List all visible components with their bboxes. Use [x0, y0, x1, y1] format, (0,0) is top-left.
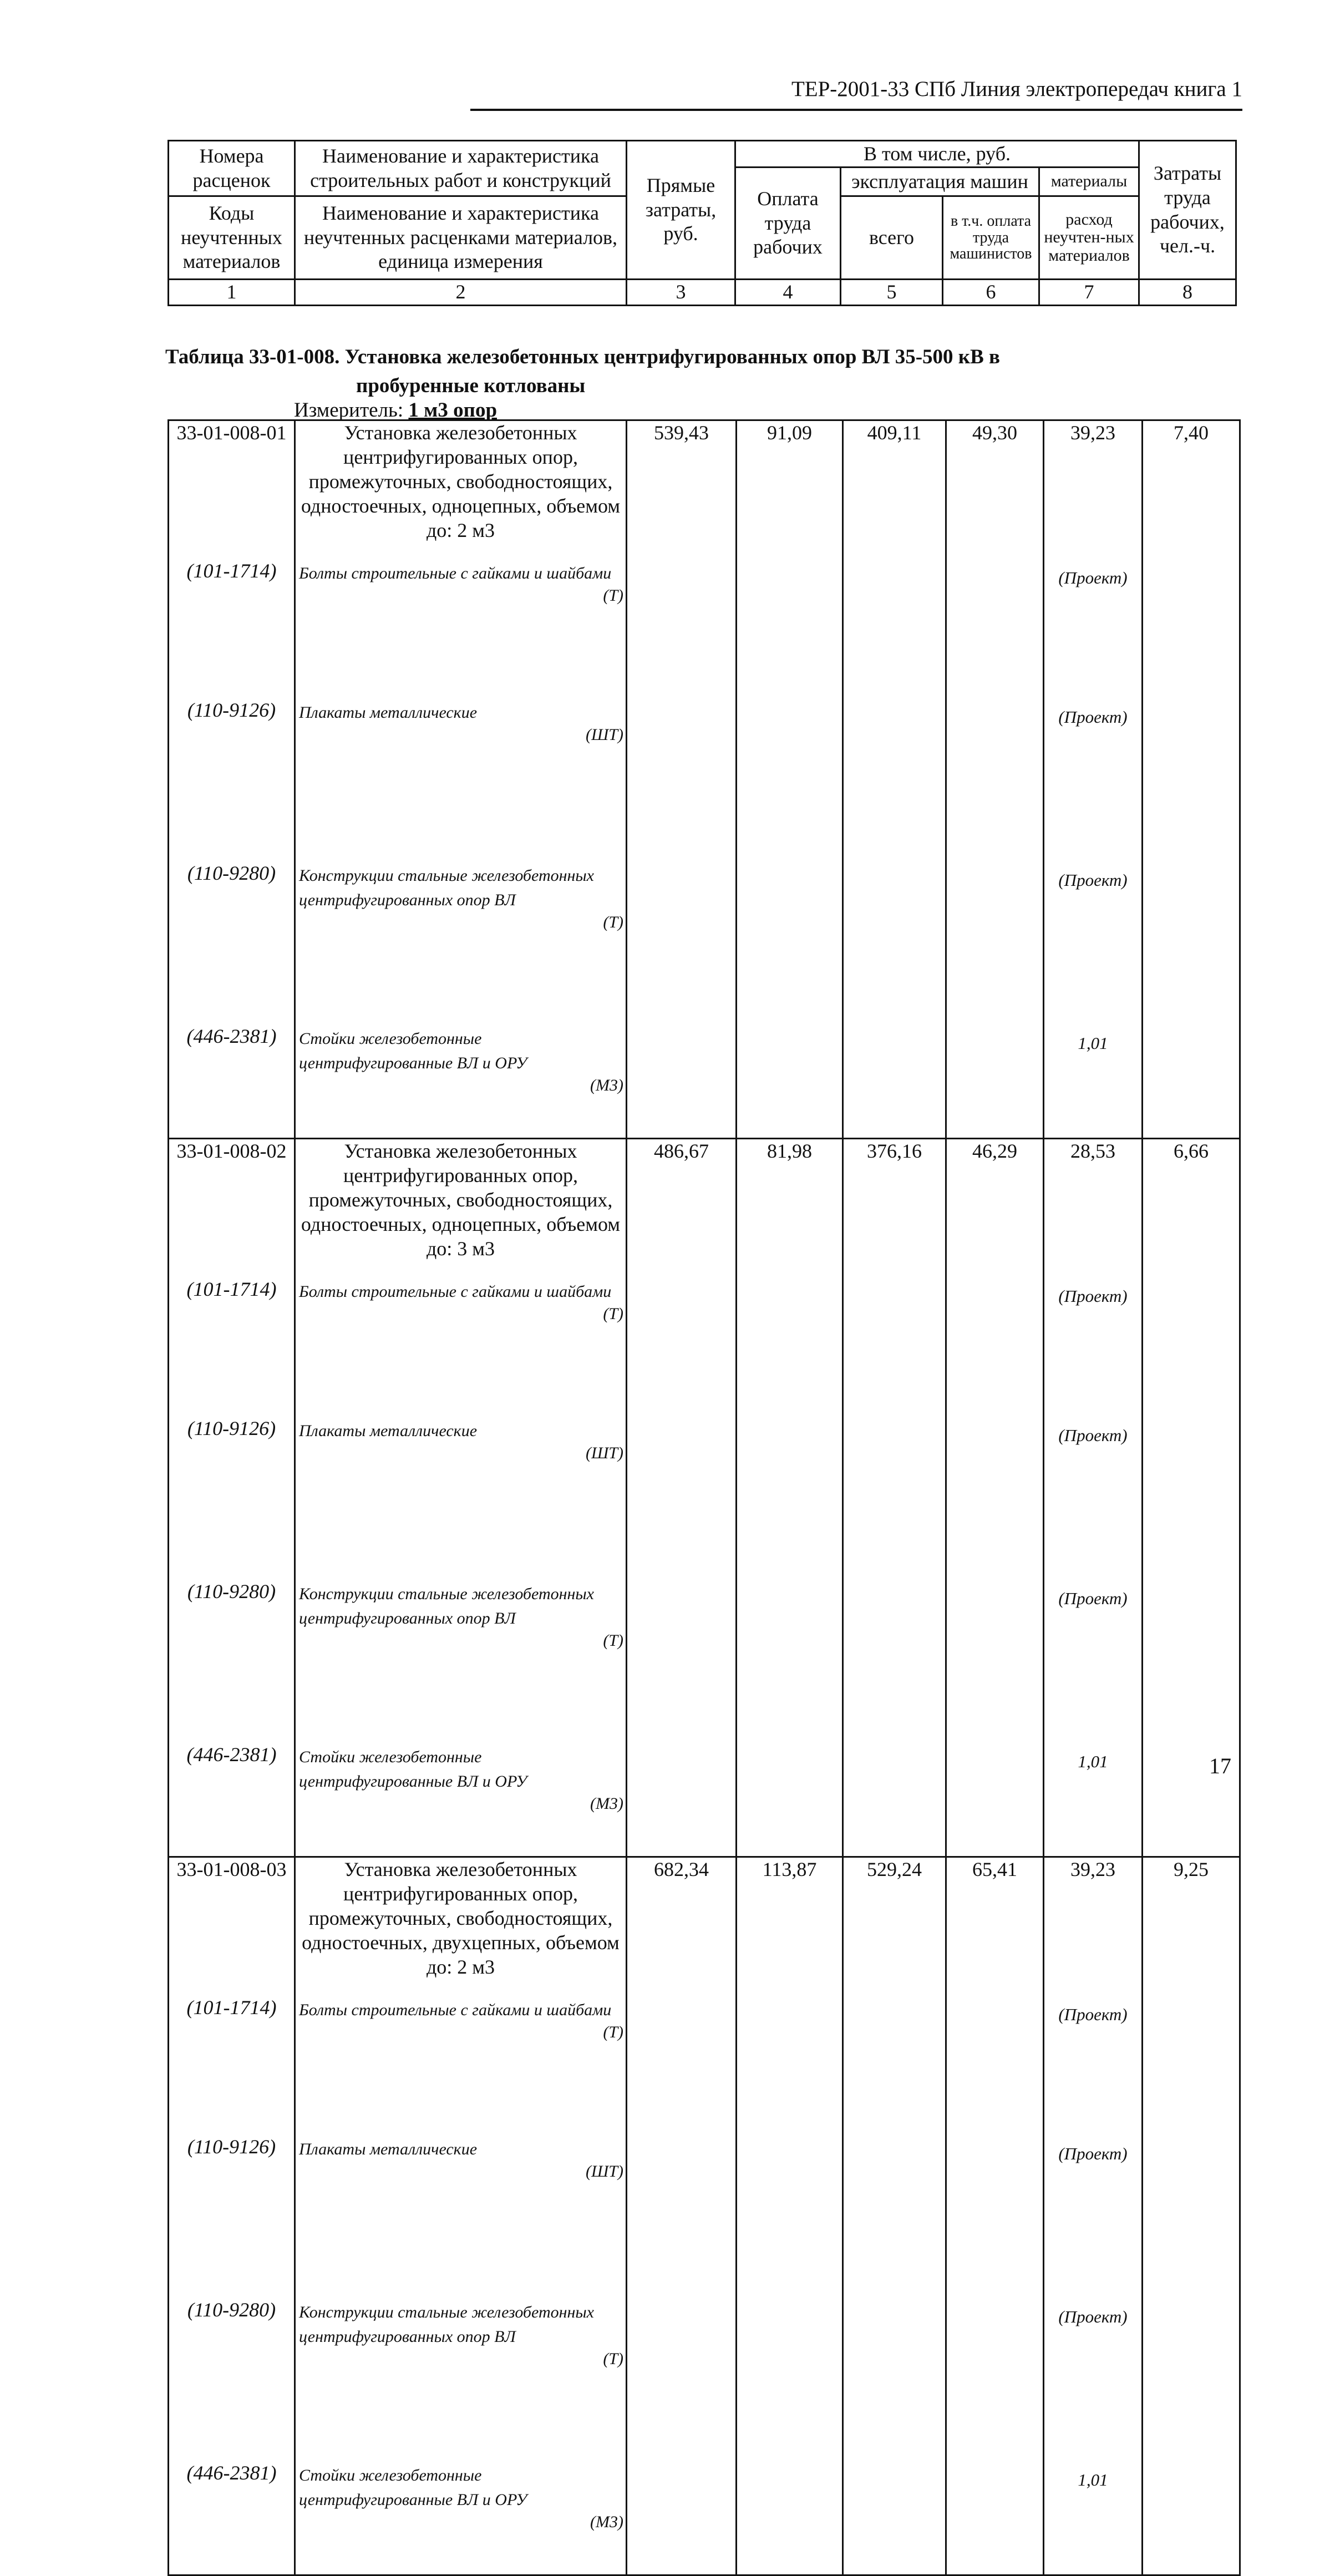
- header-material-names: Наименование и характеристика неучтенных расценками материалов, единица измерения: [295, 196, 627, 280]
- materials-cost-text: 39,23: [1070, 1858, 1115, 1880]
- header-labor-hours: Затраты труда рабочих, чел.-ч.: [1139, 141, 1236, 280]
- header-unaccounted-materials: расход неучтен-ных материалов: [1039, 196, 1139, 280]
- material-name: Конструкции стальные железобетонных центрифугированных опор ВЛ: [299, 866, 595, 909]
- meter-value: 1 м3 опор: [408, 399, 498, 422]
- material-consumption: (Проект): [1058, 568, 1128, 587]
- material-consumption: (Проект): [1058, 707, 1128, 727]
- material-name: Плакаты металлические: [299, 703, 478, 722]
- material-code: (110-9126): [169, 2135, 295, 2298]
- column-number: 4: [735, 280, 841, 306]
- material-code: (110-9280): [169, 861, 295, 1025]
- material-cell: [295, 1277, 627, 1417]
- material-cell: [295, 2135, 627, 2298]
- direct-costs-value: 539,43: [627, 420, 737, 1139]
- material-unit: (Т): [603, 2022, 623, 2041]
- material-name: Конструкции стальные железобетонных центрифугированных опор ВЛ: [299, 2303, 595, 2346]
- header-machines: эксплуатация машин: [841, 168, 1039, 196]
- machines-total-value: 529,24: [843, 1857, 946, 2575]
- material-name: Болты строительные с гайками и шайбами: [299, 2000, 612, 2019]
- material-consumption: (Проект): [1058, 2144, 1128, 2163]
- rates-table: [167, 419, 1241, 2576]
- material-code: (446-2381): [169, 1025, 295, 1139]
- material-consumption: 1,01: [1078, 2470, 1108, 2489]
- material-cell: [295, 1743, 627, 1857]
- column-number: 6: [943, 280, 1039, 306]
- material-code: (110-9126): [169, 1417, 295, 1580]
- rate-row: [169, 420, 1240, 559]
- column-number: 1: [169, 280, 295, 306]
- material-unit: (М3): [590, 2512, 623, 2531]
- header-direct-costs: Прямые затраты, руб.: [627, 141, 735, 280]
- material-unit: (Т): [603, 1304, 623, 1323]
- material-code: (446-2381): [169, 1743, 295, 1857]
- material-cell: [295, 1417, 627, 1580]
- material-code: (110-9280): [169, 1580, 295, 1743]
- table-title: Таблица 33-01-008. Установка железобетонных центрифугированных опор ВЛ 35-500 кВ в: [165, 346, 1001, 368]
- materials-cost-value: [1044, 1139, 1143, 1857]
- rate-work-name: Установка железобетонных центрифугированных опор, промежуточных, свободностоящих, одностоечных, одноцепных, объемом до: 2 м3: [295, 420, 627, 559]
- header-material-codes: Коды неучтенных материалов: [169, 196, 295, 280]
- header-machines-total: всего: [841, 196, 943, 280]
- material-cell: [295, 861, 627, 1025]
- machinists-pay-value: 65,41: [946, 1857, 1044, 2575]
- machines-total-value: 409,11: [843, 420, 946, 1139]
- material-consumption: 1,01: [1078, 1033, 1108, 1053]
- machinists-pay-value: 49,30: [946, 420, 1044, 1139]
- material-name: Болты строительные с гайками и шайбами: [299, 1282, 612, 1301]
- labor-pay-value: 91,09: [737, 420, 843, 1139]
- page-number: 17: [1209, 1753, 1231, 1778]
- material-consumption: (Проект): [1058, 1589, 1128, 1608]
- header-work-name: Наименование и характеристика строительных работ и конструкций: [295, 141, 627, 196]
- column-number: 2: [295, 280, 627, 306]
- column-number: 5: [841, 280, 943, 306]
- material-code: (110-9126): [169, 698, 295, 861]
- material-unit: (М3): [590, 1076, 623, 1094]
- header-rule: [470, 109, 1242, 111]
- material-consumption: (Проект): [1058, 1286, 1128, 1306]
- running-header: ТЕР-2001-33 СПб Линия электропередач книга 1: [791, 77, 1242, 101]
- material-name: Стойки железобетонные центрифугированные ВЛ и ОРУ: [299, 1029, 527, 1072]
- materials-cost-text: 28,53: [1070, 1140, 1115, 1162]
- unit-of-measure: [294, 398, 497, 422]
- material-cell: [295, 1025, 627, 1139]
- labor-hours-value: 6,66: [1143, 1139, 1240, 1857]
- direct-costs-value: 486,67: [627, 1139, 737, 1857]
- material-cell: [295, 2298, 627, 2461]
- material-unit: (ШТ): [586, 725, 623, 744]
- header-rate-numbers: Номера расценок: [169, 141, 295, 196]
- material-unit: (Т): [603, 1631, 623, 1650]
- materials-cost-text: 39,23: [1070, 422, 1115, 444]
- material-unit: (Т): [603, 2349, 623, 2368]
- material-code: (101-1714): [169, 1277, 295, 1417]
- rate-code: 33-01-008-02: [169, 1139, 295, 1277]
- material-code: (446-2381): [169, 2461, 295, 2575]
- header-including: В том числе, руб.: [735, 141, 1139, 168]
- material-consumption: (Проект): [1058, 870, 1128, 890]
- material-name: Стойки железобетонные центрифугированные ВЛ и ОРУ: [299, 1747, 527, 1791]
- material-name: Конструкции стальные железобетонных центрифугированных опор ВЛ: [299, 1584, 595, 1627]
- header-machinists-pay: в т.ч. оплата труда машинистов: [943, 196, 1039, 280]
- labor-pay-value: 113,87: [737, 1857, 843, 2575]
- material-unit: (ШТ): [586, 1443, 623, 1462]
- column-header-table: [167, 140, 1237, 306]
- material-unit: (Т): [603, 912, 623, 931]
- material-cell: [295, 1996, 627, 2135]
- header-labor-pay: Оплата труда рабочих: [735, 168, 841, 280]
- column-number: 3: [627, 280, 735, 306]
- material-code: (110-9280): [169, 2298, 295, 2461]
- material-cell: [295, 1580, 627, 1743]
- material-unit: (ШТ): [586, 2162, 623, 2181]
- material-consumption: (Проект): [1058, 2307, 1128, 2326]
- material-cell: [295, 698, 627, 861]
- material-name: Плакаты металлические: [299, 1421, 478, 1440]
- materials-cost-value: [1044, 1857, 1143, 2575]
- table-caption: [165, 343, 1219, 400]
- material-unit: (Т): [603, 586, 623, 605]
- rate-row: [169, 1139, 1240, 1277]
- materials-cost-value: [1044, 420, 1143, 1139]
- labor-hours-value: 9,25: [1143, 1857, 1240, 2575]
- material-unit: (М3): [590, 1794, 623, 1813]
- meter-label: Измеритель:: [294, 399, 404, 422]
- material-consumption: 1,01: [1078, 1752, 1108, 1771]
- material-cell: [295, 559, 627, 698]
- table-title-continued: пробуренные котлованы: [356, 374, 586, 397]
- rate-work-name: Установка железобетонных центрифугированных опор, промежуточных, свободностоящих, одностоечных, одноцепных, объемом до: 3 м3: [295, 1139, 627, 1277]
- rate-code: 33-01-008-01: [169, 420, 295, 559]
- machines-total-value: 376,16: [843, 1139, 946, 1857]
- material-code: (101-1714): [169, 1996, 295, 2135]
- column-number: 8: [1139, 280, 1236, 306]
- material-consumption: (Проект): [1058, 2005, 1128, 2024]
- direct-costs-value: 682,34: [627, 1857, 737, 2575]
- labor-pay-value: 81,98: [737, 1139, 843, 1857]
- rate-work-name: Установка железобетонных центрифугированных опор, промежуточных, свободностоящих, одностоечных, двухцепных, объемом до: 2 м3: [295, 1857, 627, 1996]
- material-consumption: (Проект): [1058, 1426, 1128, 1445]
- material-code: (101-1714): [169, 559, 295, 698]
- rate-row: [169, 1857, 1240, 1996]
- material-name: Плакаты металлические: [299, 2139, 478, 2158]
- header-materials: материалы: [1039, 168, 1139, 196]
- rate-code: 33-01-008-03: [169, 1857, 295, 1996]
- material-name: Болты строительные с гайками и шайбами: [299, 564, 612, 582]
- material-name: Стойки железобетонные центрифугированные ВЛ и ОРУ: [299, 2466, 527, 2509]
- machinists-pay-value: 46,29: [946, 1139, 1044, 1857]
- material-cell: [295, 2461, 627, 2575]
- labor-hours-value: 7,40: [1143, 420, 1240, 1139]
- column-number: 7: [1039, 280, 1139, 306]
